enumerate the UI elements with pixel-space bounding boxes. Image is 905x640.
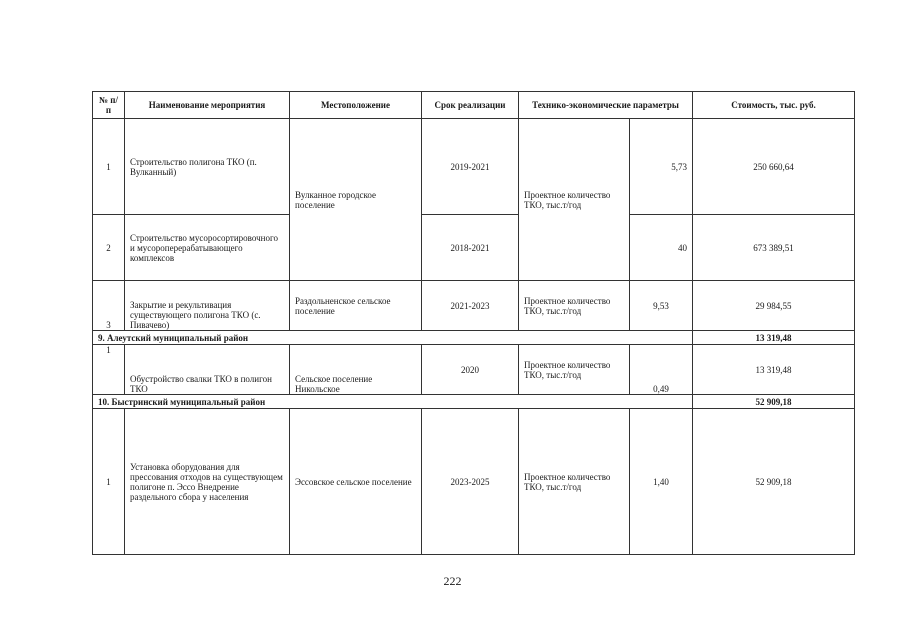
section-title: 10. Быстринский муниципальный район [93, 395, 693, 409]
table-row [93, 281, 855, 331]
row-cost: 250 660,64 [693, 119, 855, 215]
row-period: 2020 [422, 345, 519, 395]
header-name: Наименование мероприятия [125, 92, 290, 119]
header-period: Срок реализации [422, 92, 519, 119]
row-name: Установка оборудования для прессования отходов на существующем полигоне п. Эссо Внедрение раздельного сбора у населения [125, 409, 290, 555]
row-value: 0,49 [630, 345, 693, 395]
row-period: 2019-2021 [422, 119, 519, 215]
section-row [93, 395, 855, 409]
row-cost: 673 389,51 [693, 215, 855, 281]
row-value: 40 [630, 215, 693, 281]
row-name: Строительство полигона ТКО (п. Вулканный) [125, 119, 290, 215]
row-cost: 52 909,18 [693, 409, 855, 555]
row-period: 2023-2025 [422, 409, 519, 555]
header-num: № п/п [93, 92, 125, 119]
row-location: Эссовское сельское поселение [290, 409, 422, 555]
table-row [93, 119, 855, 215]
row-name: Строительство мусоросортировочного и мусороперерабатывающего комплексов [125, 215, 290, 281]
row-num: 1 [93, 119, 125, 215]
section-row [93, 331, 855, 345]
row-param: Проектное количество ТКО, тыс.т/год [519, 409, 630, 555]
row-value: 5,73 [630, 119, 693, 215]
header-tech-params: Технико-экономические параметры [519, 92, 693, 119]
table-row [93, 409, 855, 555]
measures-table [92, 91, 855, 555]
section-total: 13 319,48 [693, 331, 855, 345]
row-cost: 29 984,55 [693, 281, 855, 331]
row-num: 3 [93, 281, 125, 331]
row-location: Вулканное городское поселение [290, 119, 422, 281]
row-name: Обустройство свалки ТКО в полигон ТКО [125, 345, 290, 395]
table-row [93, 215, 855, 281]
row-num: 2 [93, 215, 125, 281]
row-num: 1 [93, 409, 125, 555]
table-row [93, 345, 855, 395]
row-location: Раздольненское сельское поселение [290, 281, 422, 331]
section-title: 9. Алеутский муниципальный район [93, 331, 693, 345]
row-param: Проектное количество ТКО, тыс.т/год [519, 281, 630, 331]
header-location: Местоположение [290, 92, 422, 119]
row-value: 9,53 [630, 281, 693, 331]
row-name: Закрытие и рекультивация существующего полигона ТКО (с. Пивачево) [125, 281, 290, 331]
row-location: Сельское поселение Никольское [290, 345, 422, 395]
header-row [93, 92, 855, 119]
header-cost: Стоимость, тыс. руб. [693, 92, 855, 119]
row-num: 1 [93, 345, 125, 395]
page-number: 222 [443, 574, 462, 588]
section-total: 52 909,18 [693, 395, 855, 409]
row-param: Проектное количество ТКО, тыс.т/год [519, 119, 630, 281]
row-value: 1,40 [630, 409, 693, 555]
row-cost: 13 319,48 [693, 345, 855, 395]
row-period: 2021-2023 [422, 281, 519, 331]
row-param: Проектное количество ТКО, тыс.т/год [519, 345, 630, 395]
row-period: 2018-2021 [422, 215, 519, 281]
